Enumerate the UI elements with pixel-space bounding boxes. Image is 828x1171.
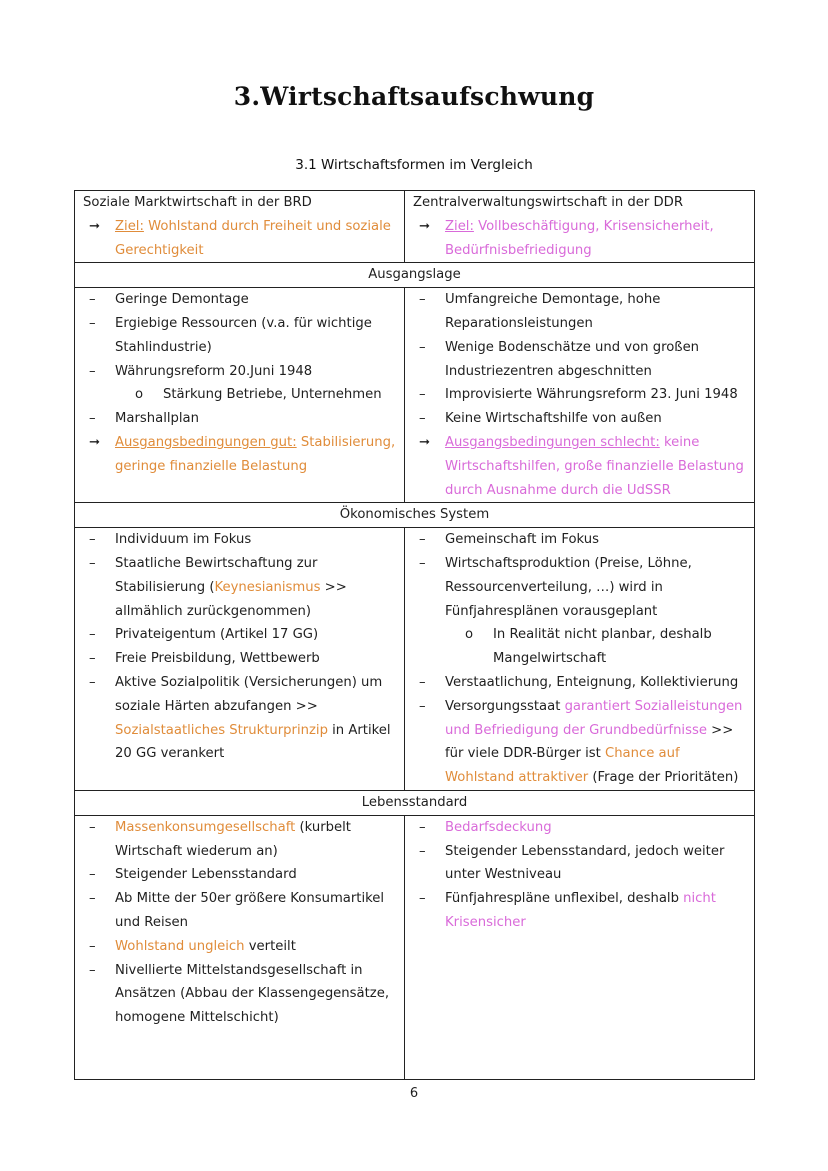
item-text: Verstaatlichung, Enteignung, Kollektivierung (445, 674, 739, 690)
dash-icon: – (89, 962, 96, 978)
dash-icon: – (419, 339, 426, 355)
brd-heading-cell (75, 191, 405, 263)
arrow-icon: ➞ (419, 434, 431, 450)
oekonomisch-brd-cell (75, 528, 405, 791)
item-text: Aktive Sozialpolitik (Versicherungen) um soziale Härten abzufangen >> (115, 674, 383, 714)
dash-icon: – (419, 387, 426, 403)
section-header-lebensstandard: Lebensstandard (75, 790, 755, 815)
item-text: Ergiebige Ressourcen (v.a. für wichtige Stahlindustrie) (115, 315, 372, 355)
item-text: Geringe Demontage (115, 292, 249, 308)
list-item (83, 312, 396, 360)
item-text: Wirtschaftsproduktion (Preise, Löhne, Ressourcenverteilung, …) wird in Fünfjahresplänen vorausgeplant (445, 555, 692, 619)
item-text: Währungsreform 20.Juni 1948 (115, 363, 313, 379)
dash-icon: – (89, 938, 96, 954)
item-text: Keine Wirtschaftshilfe von außen (445, 411, 662, 427)
circle-bullet-icon: o (465, 627, 474, 643)
list-item (413, 215, 746, 263)
ddr-heading-cell (405, 191, 755, 263)
table-row (75, 288, 755, 503)
table-row (75, 790, 755, 815)
ddr-heading: Zentralverwaltungswirtschaft in der DDR (413, 195, 684, 210)
section-header-oekonomisch: Ökonomisches System (75, 503, 755, 528)
item-text: Steigender Lebensstandard, jedoch weiter unter Westniveau (445, 843, 725, 883)
list-item (83, 816, 396, 864)
item-text: Gemeinschaft im Fokus (445, 532, 599, 548)
item-highlight: Massenkonsumgesellschaft (115, 819, 296, 835)
list-item (83, 288, 396, 312)
item-text: In Realität nicht planbar, deshalb Mangelwirtschaft (493, 627, 712, 667)
dash-icon: – (419, 819, 426, 835)
comparison-table (74, 190, 755, 1080)
oekonomisch-ddr-cell (405, 528, 755, 791)
list-item (413, 407, 746, 431)
circle-bullet-icon: o (135, 387, 144, 403)
ausgangslage-brd-cell (75, 288, 405, 503)
list-item (413, 431, 746, 502)
brd-heading: Soziale Marktwirtschaft in der BRD (83, 195, 312, 210)
item-highlight: Sozialstaatliches Strukturprinzip (115, 722, 328, 738)
item-highlight: nicht Krisensicher (445, 891, 716, 930)
arrow-icon: ➞ (89, 434, 101, 450)
dash-icon: – (419, 532, 426, 548)
list-item (83, 407, 396, 431)
dash-icon: – (89, 674, 96, 690)
item-text: Stabilisierung, geringe finanzielle Belastung (115, 434, 396, 474)
dash-icon: – (419, 698, 426, 714)
item-text: Versorgungsstaat (445, 698, 565, 714)
item-text: Fünfjahrespläne unflexibel, deshalb (445, 891, 684, 907)
list-item (83, 383, 396, 407)
dash-icon: – (89, 555, 96, 571)
section-subtitle: 3.1 Wirtschaftsformen im Vergleich (295, 157, 533, 173)
section-header-ausgangslage: Ausgangslage (75, 263, 755, 288)
dash-icon: – (89, 363, 96, 379)
dash-icon: – (89, 627, 96, 643)
item-text: Steigender Lebensstandard (115, 867, 297, 883)
item-label: Ausgangsbedingungen schlecht: (445, 434, 660, 450)
item-text: Individuum im Fokus (115, 532, 252, 548)
item-text: (kurbelt Wirtschaft wiederum an) (115, 819, 351, 859)
item-text: Nivellierte Mittelstandsgesellschaft in Ansätzen (Abbau der Klassengegensätze, homogene Mittelschicht) (115, 962, 390, 1026)
list-item (413, 840, 746, 888)
table-row (75, 263, 755, 288)
list-item (413, 671, 746, 695)
item-text: verteilt (244, 938, 296, 954)
dash-icon: – (419, 411, 426, 427)
item-text: keine Wirtschaftshilfen, große finanzielle Belastung durch Ausnahme durch die UdSSR (445, 434, 744, 498)
brd-ziel-label: Ziel: (115, 218, 144, 234)
table-row (75, 503, 755, 528)
list-item (83, 863, 396, 887)
list-item (413, 528, 746, 552)
dash-icon: – (89, 651, 96, 667)
dash-icon: – (89, 891, 96, 907)
list-item (413, 695, 746, 790)
dash-icon: – (89, 411, 96, 427)
item-highlight: garantiert Sozialleistungen und Befriedigung der Grundbedürfnisse (445, 698, 743, 738)
item-text: in Artikel 20 GG verankert (115, 722, 391, 762)
list-item (413, 887, 746, 935)
item-text: (Frage der Prioritäten) (588, 770, 739, 786)
item-highlight: Keynesianismus (214, 579, 321, 595)
list-item (83, 528, 396, 552)
dash-icon: – (89, 867, 96, 883)
table-row (75, 191, 755, 263)
list-item (413, 336, 746, 384)
list-item (413, 816, 746, 840)
item-text: Umfangreiche Demontage, hohe Reparationsleistungen (445, 292, 661, 331)
list-item (83, 935, 396, 959)
item-text: Improvisierte Währungsreform 23. Juni 1948 (445, 387, 738, 403)
dash-icon: – (419, 555, 426, 571)
list-item (83, 215, 396, 263)
item-text: Privateigentum (Artikel 17 GG) (115, 627, 319, 643)
item-text: Freie Preisbildung, Wettbewerb (115, 651, 320, 667)
list-item (83, 647, 396, 671)
item-text: >> allmählich zurückgenommen) (115, 579, 347, 619)
dash-icon: – (89, 819, 96, 835)
brd-ziel-text: Wohlstand durch Freiheit und soziale Gerechtigkeit (115, 218, 391, 258)
page-title: 3.Wirtschaftsaufschwung (233, 82, 595, 111)
list-item (413, 623, 746, 671)
arrow-icon: ➞ (89, 218, 101, 234)
dash-icon: – (89, 532, 96, 548)
ddr-ziel-label: Ziel: (445, 218, 474, 234)
list-item (83, 360, 396, 384)
dash-icon: – (419, 674, 426, 690)
item-text: >> für viele DDR-Bürger ist (445, 722, 734, 762)
list-item (413, 288, 746, 336)
item-text: Staatliche Bewirtschaftung zur Stabilisierung ( (115, 555, 318, 595)
dash-icon: – (419, 891, 426, 907)
item-highlight: Wohlstand ungleich (115, 938, 245, 954)
list-item (83, 431, 396, 479)
list-item (83, 671, 396, 766)
list-item (83, 623, 396, 647)
item-text: Marshallplan (115, 411, 199, 427)
arrow-icon: ➞ (419, 218, 431, 234)
dash-icon: – (419, 292, 426, 308)
list-item (83, 887, 396, 935)
item-label: Ausgangsbedingungen gut: (115, 434, 297, 450)
item-text: Ab Mitte der 50er größere Konsumartikel und Reisen (115, 891, 385, 930)
dash-icon: – (89, 315, 96, 331)
list-item (413, 383, 746, 407)
item-highlight: Bedarfsdeckung (445, 819, 552, 835)
ausgangslage-ddr-cell (405, 288, 755, 503)
page-number: 6 (409, 1086, 419, 1101)
item-highlight: Chance auf Wohlstand attraktiver (445, 746, 680, 786)
dash-icon: – (89, 292, 96, 308)
item-text: Stärkung Betriebe, Unternehmen (163, 387, 382, 403)
list-item (413, 552, 746, 623)
list-item (83, 552, 396, 623)
ddr-ziel-text: Vollbeschäftigung, Krisensicherheit, Bedürfnisbefriedigung (445, 218, 714, 258)
list-item (83, 959, 396, 1030)
lebensstandard-brd-cell (75, 815, 405, 1079)
dash-icon: – (419, 843, 426, 859)
lebensstandard-ddr-cell (405, 815, 755, 1079)
table-row (75, 815, 755, 1079)
item-text: Wenige Bodenschätze und von großen Industriezentren abgeschnitten (445, 339, 700, 379)
table-row (75, 528, 755, 791)
